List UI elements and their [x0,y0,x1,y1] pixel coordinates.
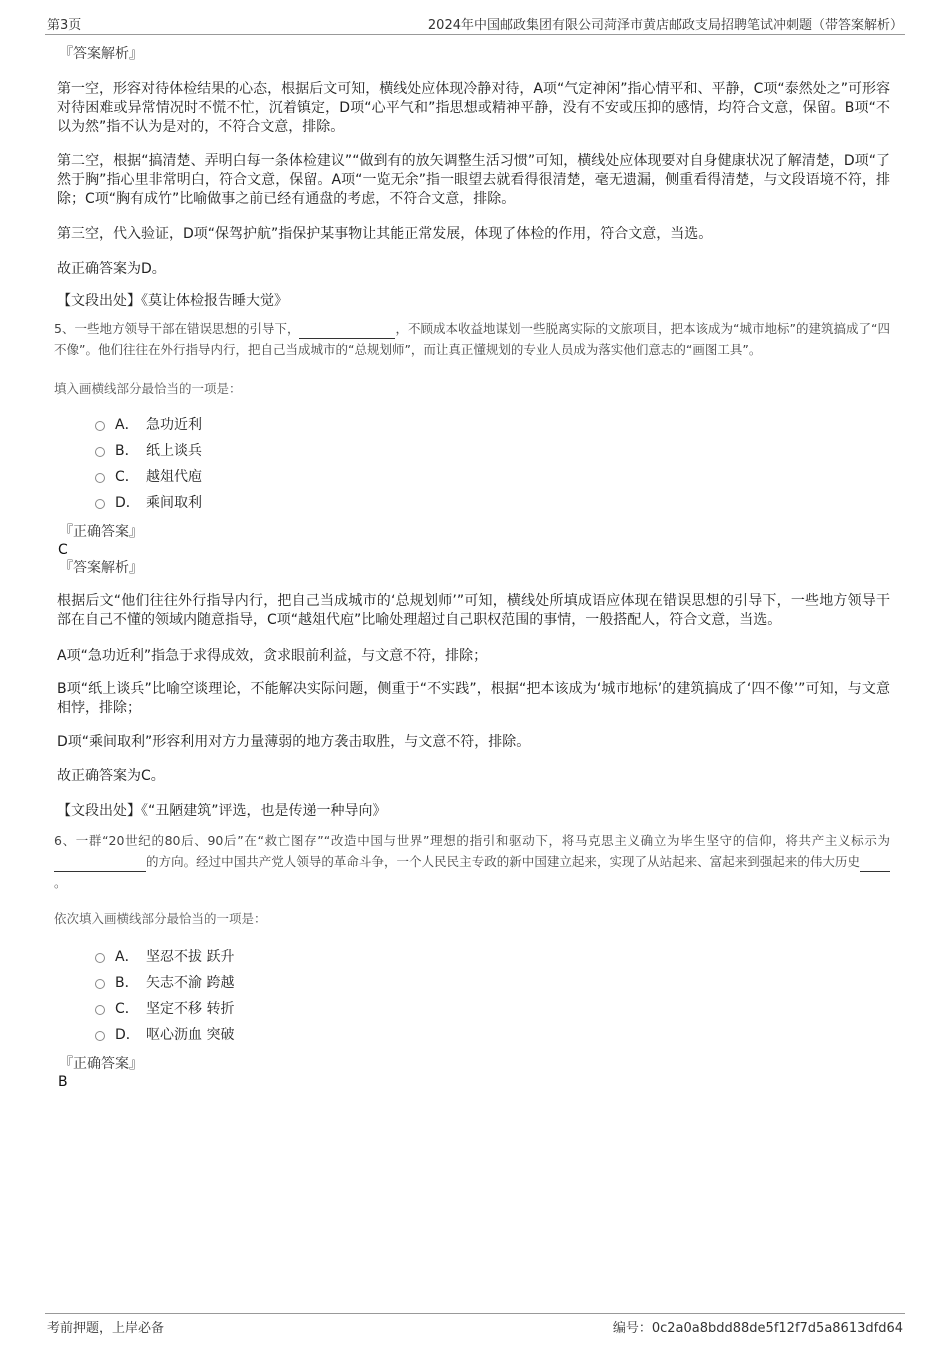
q4-analysis-label: 『答案解析』 [59,46,143,62]
page-header [45,14,905,35]
q5-answer-label: 『正确答案』 [59,524,143,540]
q5-answer: C [58,542,68,558]
q4-analysis-para: 第三空，代入验证，D项“保驾护航”指保护某事物让其能正常发展，体现了体检的作用，符合文意，当选。 [57,226,713,242]
q5-analysis-para: 根据后文“他们往往外行指导内行，把自己当成城市的‘总规划师’”可知，横线处所填成语应体现在错误思想的引导下，一些地方领导干部在自己不懂的领域内随意指导，C项“越俎代庖”比喻处理超过自己职权范围的事情，一般搭配人，符合文意，当选。 [57,593,890,628]
q5-prompt: 填入画横线部分最恰当的一项是： [54,381,242,396]
q5-source: 【文段出处】《“丑陋建筑”评选，也是传递一种导向》 [57,803,387,819]
q5-option-a[interactable]: A． 急功近利 [95,412,890,438]
q6-question-text: 6、一群“20世纪的80后、90后”在“救亡图存”“改造中国与世界”理想的指引和驱动下，将马克思主义确立为毕生坚守的信仰，将共产主义标示为的方向。经过中国共产党人领导的革命斗争，一个人民民主专政的新中国建立起来，实现了从站起来、富起来到强起来的伟大历史。 [54,833,890,890]
radio-icon[interactable] [95,447,105,457]
q6-answer-label: 『正确答案』 [59,1056,143,1072]
footer-code: 编号：0c2a0a8bdd88de5f12f7d5a8613dfd64 [612,1321,903,1336]
q6-blank-1 [54,857,146,872]
q6-blank-2 [860,857,890,872]
radio-icon[interactable] [95,421,105,431]
q5-analysis-para: B项“纸上谈兵”比喻空谈理论，不能解决实际问题，侧重于“不实践”，根据“把本该成为‘城市地标’的建筑搞成了‘四不像’”可知，与文意相悖，排除； [57,681,890,716]
q6-options [95,944,890,1048]
q6-option-b[interactable]: B． 矢志不渝 跨越 [95,970,890,996]
q6-option-d[interactable]: D． 呕心沥血 突破 [95,1022,890,1048]
radio-icon[interactable] [95,499,105,509]
q6-answer: B [58,1074,68,1090]
radio-icon[interactable] [95,979,105,989]
q4-analysis-para: 第一空，形容对待体检结果的心态，根据后文可知，横线处应体现冷静对待，A项“气定神闲”指心情平和、平静，C项“泰然处之”可形容对待困难或异常情况时不慌不忙，沉着镇定，D项“心平气和”指思想或精神平静，没有不安或压抑的感情，均符合文意，保留。B项“不以为然”指不认为是对的，不符合文意，排除。 [57,81,890,135]
q5-option-b[interactable]: B． 纸上谈兵 [95,438,890,464]
page-number: 第3页 [47,18,82,33]
footer-slogan: 考前押题，上岸必备 [47,1321,165,1336]
radio-icon[interactable] [95,1005,105,1015]
q5-question-text: 5、一些地方领导干部在错误思想的引导下， ，不顾成本收益地谋划一些脱离实际的文旅项目，把本该成为“城市地标”的建筑搞成了“四不像”。他们往往在外行指导内行，把自己当成城市的“总规划师”，而让真正懂规划的专业人员成为落实他们意志的“画图工具”。 [54,321,890,357]
q5-blank [299,324,395,339]
q5-analysis-label: 『答案解析』 [59,560,143,576]
q5-analysis-para: 故正确答案为C。 [57,768,165,784]
radio-icon[interactable] [95,473,105,483]
radio-icon[interactable] [95,953,105,963]
q6-option-c[interactable]: C． 坚定不移 转折 [95,996,890,1022]
q6-prompt: 依次填入画横线部分最恰当的一项是： [54,911,267,926]
page-content [54,44,890,1090]
q4-analysis-para: 故正确答案为D。 [57,261,166,277]
q5-analysis-para: A项“急功近利”指急于求得成效，贪求眼前利益，与文意不符，排除； [57,648,488,664]
q5-analysis-para: D项“乘间取利”形容利用对方力量薄弱的地方袭击取胜，与文意不符，排除。 [57,734,531,750]
q5-option-c[interactable]: C． 越俎代庖 [95,464,890,490]
page-footer [45,1313,905,1336]
q5-options [95,412,890,516]
q4-analysis-para: 第二空，根据“搞清楚、弄明白每一条体检建议”“做到有的放矢调整生活习惯”可知，横线处应体现要对自身健康状况了解清楚，D项“了然于胸”指心里非常明白，符合文意，保留。A项“一览无余”指一眼望去就看得很清楚，毫无遗漏，侧重看得清楚，与文段语境不符，排除；C项“胸有成竹”比喻做事之前已经有通盘的考虑，不符合文意，排除。 [57,153,890,207]
q6-option-a[interactable]: A． 坚忍不拔 跃升 [95,944,890,970]
q5-option-d[interactable]: D． 乘间取利 [95,490,890,516]
document-title: 2024年中国邮政集团有限公司菏泽市黄店邮政支局招聘笔试冲刺题（带答案解析） [427,18,903,33]
q4-source: 【文段出处】《莫让体检报告睡大觉》 [57,293,288,309]
radio-icon[interactable] [95,1031,105,1041]
